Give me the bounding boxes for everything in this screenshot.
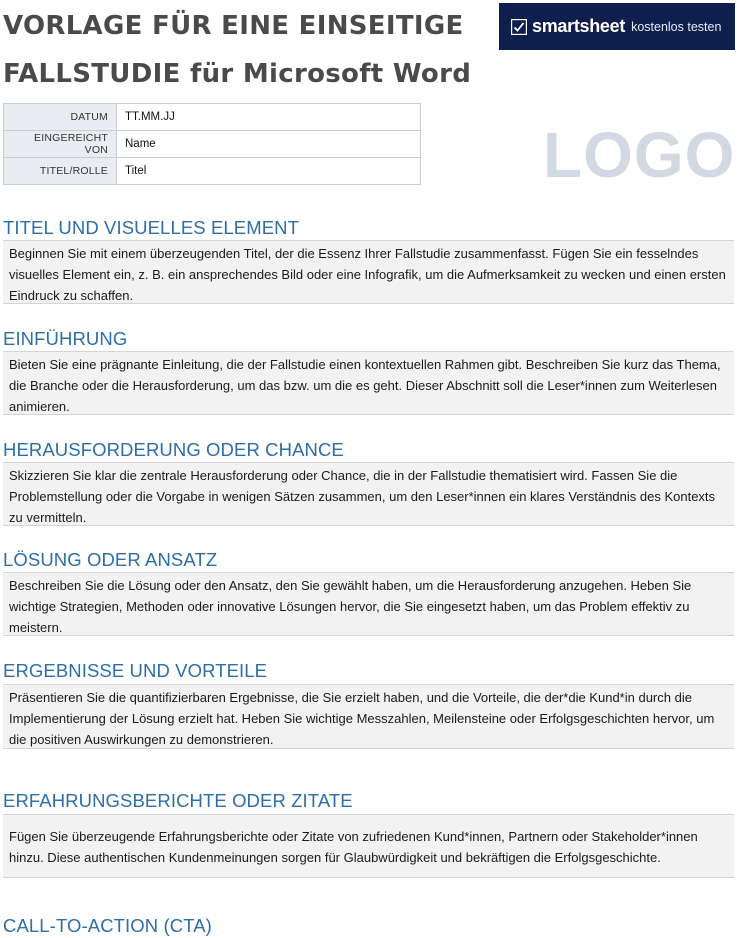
smartsheet-logo-icon [511,19,527,35]
smartsheet-banner[interactable] [499,3,735,50]
meta-label-date: DATUM [4,104,117,131]
section-heading-challenge: HERAUSFORDERUNG ODER CHANCE [3,439,344,460]
section-heading-results: ERGEBNISSE UND VORTEILE [3,660,268,681]
section-body-challenge: Skizzieren Sie klar die zentrale Herausforderung oder Chance, die in der Fallstudie thematisiert wird. Fassen Sie die Problemstellung oder die Vorgabe in wenigen Sätzen zusammen, um den Leser*innen ein klares Verständnis des Kontexts zu vermitteln. [3,462,734,526]
meta-label-submitted-by: EINGEREICHT VON [4,131,117,158]
free-trial-link[interactable]: kostenlos testen [631,19,722,34]
section-heading-testimonials: ERFAHRUNGSBERICHTE ODER ZITATE [3,790,353,811]
meta-row-submitted-by [4,131,421,158]
meta-row-date [4,104,421,131]
meta-value-submitted-by[interactable]: Name [117,131,421,158]
meta-row-title-role [4,158,421,185]
logo-placeholder: LOGO [543,119,736,191]
meta-table [3,103,421,185]
document-title-line-1: VORLAGE FÜR EINE EINSEITIGE [3,11,464,41]
section-heading-title-visual: TITEL UND VISUELLES ELEMENT [3,217,300,238]
smartsheet-brand: smartsheet [532,16,626,36]
section-body-solution: Beschreiben Sie die Lösung oder den Ansatz, den Sie gewählt haben, um die Herausforderung anzugehen. Heben Sie wichtige Strategien, Methoden oder innovative Lösungen hervor, die Sie eingesetzt haben, um das Problem effektiv zu meistern. [3,572,734,636]
section-body-introduction: Bieten Sie eine prägnante Einleitung, die der Fallstudie einen kontextuellen Rahmen gibt. Beschreiben Sie kurz das Thema, die Branche oder die Herausforderung, um das bzw. um die es geht. Dieser Abschnitt soll die Leser*innen zum Weiterlesen animieren. [3,351,734,415]
section-heading-cta: CALL-TO-ACTION (CTA) [3,915,212,936]
section-body-title-visual: Beginnen Sie mit einem überzeugenden Titel, der die Essenz Ihrer Fallstudie zusammenfasst. Fügen Sie ein fesselndes visuelles Element ein, z. B. ein ansprechendes Bild oder eine Infografik, um die Aufmerksamkeit zu wecken und einen ersten Eindruck zu schaffen. [3,240,734,304]
section-body-testimonials: Fügen Sie überzeugende Erfahrungsberichte oder Zitate von zufriedenen Kund*innen, Partnern oder Stakeholder*innen hinzu. Diese authentischen Kundenmeinungen sorgen für Glaubwürdigkeit und bekräftigen die Erfolgsgeschichte. [3,814,734,878]
section-body-results: Präsentieren Sie die quantifizierbaren Ergebnisse, die Sie erzielt haben, und die Vorteile, die der*die Kund*in durch die Implementierung der Lösung erzielt hat. Heben Sie wichtige Messzahlen, Meilensteine oder Erfolgsgeschichten hervor, um die positiven Auswirkungen zu demonstrieren. [3,684,734,749]
document-title [3,2,483,98]
section-heading-solution: LÖSUNG ODER ANSATZ [3,549,218,570]
document-title-line-2: FALLSTUDIE für Microsoft Word [3,59,472,89]
meta-value-title-role[interactable]: Titel [117,158,421,185]
meta-value-date[interactable]: TT.MM.JJ [117,104,421,131]
section-heading-introduction: EINFÜHRUNG [3,328,128,349]
meta-label-title-role: TITEL/ROLLE [4,158,117,185]
